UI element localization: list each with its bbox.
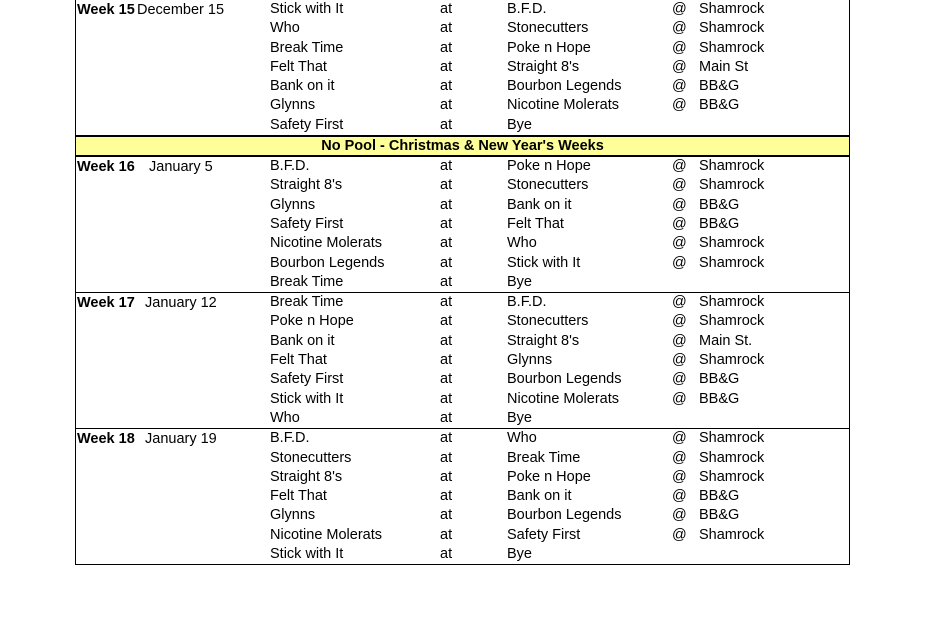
venue-at-symbol: @ <box>672 430 687 447</box>
away-team: Bourbon Legends <box>507 507 622 524</box>
home-team: Felt That <box>270 488 327 505</box>
at-label: at <box>440 507 453 524</box>
at-label: at <box>440 196 453 213</box>
venue-at-symbol: @ <box>672 215 687 232</box>
venue-name: BB&G <box>699 215 740 232</box>
at-label: at <box>440 313 453 330</box>
at-label: at <box>440 215 453 232</box>
home-team: Felt That <box>270 58 327 75</box>
game-row <box>76 506 849 525</box>
at-label: at <box>440 158 453 175</box>
week-date: January 12 <box>145 295 217 312</box>
game-row <box>76 176 849 195</box>
game-row <box>76 39 849 58</box>
home-team: Stick with It <box>270 546 344 563</box>
week-date: January 19 <box>145 431 217 448</box>
venue-name: Shamrock <box>699 177 765 194</box>
week-block <box>76 157 849 292</box>
venue-name: BB&G <box>699 97 740 114</box>
holiday-banner: No Pool - Christmas & New Year's Weeks <box>76 135 849 157</box>
venue-name: Shamrock <box>699 294 765 311</box>
venue-at-symbol: @ <box>672 352 687 369</box>
game-row <box>76 77 849 96</box>
away-team: Poke n Hope <box>507 158 591 175</box>
home-team: Straight 8's <box>270 468 343 485</box>
venue-name: Shamrock <box>699 254 765 271</box>
at-label: at <box>440 235 453 252</box>
game-row <box>76 332 849 351</box>
venue-at-symbol: @ <box>672 39 687 56</box>
venue-at-symbol: @ <box>672 235 687 252</box>
away-team: Safety First <box>507 526 581 543</box>
home-team: Bourbon Legends <box>270 254 385 271</box>
venue-name: BB&G <box>699 196 740 213</box>
week-block <box>76 292 849 428</box>
game-row <box>76 370 849 389</box>
home-team: Nicotine Molerats <box>270 235 383 252</box>
venue-name: Shamrock <box>699 526 765 543</box>
venue-name: Shamrock <box>699 235 765 252</box>
home-team: Straight 8's <box>270 177 343 194</box>
game-row <box>76 429 849 448</box>
away-team: Bye <box>507 409 532 426</box>
game-row <box>76 526 849 545</box>
away-team: Stonecutters <box>507 177 589 194</box>
home-team: Stick with It <box>270 1 344 17</box>
home-team: Nicotine Molerats <box>270 526 383 543</box>
away-team: Stonecutters <box>507 20 589 37</box>
venue-at-symbol: @ <box>672 313 687 330</box>
away-team: Stick with It <box>507 254 581 271</box>
game-row <box>76 273 849 292</box>
away-team: Nicotine Molerats <box>507 97 620 114</box>
away-team: Break Time <box>507 449 581 466</box>
at-label: at <box>440 449 453 466</box>
week-block <box>76 428 849 564</box>
away-team: Felt That <box>507 215 564 232</box>
venue-at-symbol: @ <box>672 526 687 543</box>
venue-at-symbol: @ <box>672 78 687 95</box>
away-team: Bye <box>507 546 532 563</box>
home-team: Bank on it <box>270 78 335 95</box>
at-label: at <box>440 177 453 194</box>
game-row <box>76 468 849 487</box>
venue-at-symbol: @ <box>672 20 687 37</box>
home-team: Safety First <box>270 215 344 232</box>
home-team: Glynns <box>270 97 316 114</box>
venue-name: Shamrock <box>699 158 765 175</box>
at-label: at <box>440 254 453 271</box>
home-team: Break Time <box>270 273 344 290</box>
venue-at-symbol: @ <box>672 449 687 466</box>
at-label: at <box>440 294 453 311</box>
venue-at-symbol: @ <box>672 332 687 349</box>
home-team: Felt That <box>270 352 327 369</box>
at-label: at <box>440 352 453 369</box>
home-team: Bank on it <box>270 332 335 349</box>
game-row <box>76 293 849 312</box>
week-label: Week 15 <box>77 2 135 18</box>
at-label: at <box>440 20 453 37</box>
schedule-table <box>75 0 850 565</box>
venue-name: Shamrock <box>699 352 765 369</box>
home-team: Who <box>270 409 300 426</box>
game-row <box>76 449 849 468</box>
away-team: Straight 8's <box>507 58 580 75</box>
game-row <box>76 116 849 135</box>
home-team: Break Time <box>270 294 344 311</box>
away-team: Bye <box>507 273 532 290</box>
away-team: Bank on it <box>507 196 572 213</box>
game-row <box>76 0 849 19</box>
away-team: Bye <box>507 116 532 133</box>
away-team: Nicotine Molerats <box>507 390 620 407</box>
home-team: Safety First <box>270 371 344 388</box>
game-row <box>76 157 849 176</box>
venue-at-symbol: @ <box>672 254 687 271</box>
venue-at-symbol: @ <box>672 488 687 505</box>
home-team: Stonecutters <box>270 449 352 466</box>
away-team: Bourbon Legends <box>507 78 622 95</box>
game-row <box>76 196 849 215</box>
at-label: at <box>440 430 453 447</box>
away-team: Bank on it <box>507 488 572 505</box>
week-block <box>76 0 849 135</box>
venue-name: Shamrock <box>699 449 765 466</box>
home-team: Stick with It <box>270 390 344 407</box>
venue-name: BB&G <box>699 78 740 95</box>
venue-at-symbol: @ <box>672 158 687 175</box>
at-label: at <box>440 332 453 349</box>
away-team: Who <box>507 235 537 252</box>
at-label: at <box>440 488 453 505</box>
game-row <box>76 254 849 273</box>
venue-at-symbol: @ <box>672 468 687 485</box>
home-team: B.F.D. <box>270 158 310 175</box>
venue-at-symbol: @ <box>672 196 687 213</box>
venue-at-symbol: @ <box>672 507 687 524</box>
at-label: at <box>440 390 453 407</box>
home-team: Break Time <box>270 39 344 56</box>
away-team: Straight 8's <box>507 332 580 349</box>
away-team: B.F.D. <box>507 1 547 17</box>
at-label: at <box>440 526 453 543</box>
at-label: at <box>440 116 453 133</box>
venue-name: Shamrock <box>699 1 765 17</box>
week-date: January 5 <box>149 159 213 176</box>
venue-at-symbol: @ <box>672 294 687 311</box>
venue-name: BB&G <box>699 371 740 388</box>
week-date: December 15 <box>137 2 225 18</box>
week-label: Week 16 <box>77 159 135 176</box>
away-team: B.F.D. <box>507 294 547 311</box>
game-row <box>76 215 849 234</box>
away-team: Who <box>507 430 537 447</box>
game-row <box>76 96 849 115</box>
home-team: Safety First <box>270 116 344 133</box>
game-row <box>76 351 849 370</box>
home-team: Glynns <box>270 507 316 524</box>
at-label: at <box>440 371 453 388</box>
venue-name: BB&G <box>699 390 740 407</box>
at-label: at <box>440 58 453 75</box>
away-team: Poke n Hope <box>507 39 591 56</box>
game-row <box>76 234 849 253</box>
at-label: at <box>440 409 453 426</box>
home-team: Glynns <box>270 196 316 213</box>
venue-at-symbol: @ <box>672 371 687 388</box>
week-label: Week 18 <box>77 431 135 448</box>
venue-at-symbol: @ <box>672 97 687 114</box>
away-team: Stonecutters <box>507 313 589 330</box>
away-team: Poke n Hope <box>507 468 591 485</box>
venue-name: Shamrock <box>699 430 765 447</box>
game-row <box>76 58 849 77</box>
away-team: Bourbon Legends <box>507 371 622 388</box>
at-label: at <box>440 468 453 485</box>
home-team: Poke n Hope <box>270 313 354 330</box>
venue-at-symbol: @ <box>672 1 687 17</box>
venue-name: BB&G <box>699 507 740 524</box>
venue-name: Main St. <box>699 332 753 349</box>
at-label: at <box>440 1 453 17</box>
venue-name: Shamrock <box>699 468 765 485</box>
at-label: at <box>440 78 453 95</box>
game-row <box>76 390 849 409</box>
home-team: B.F.D. <box>270 430 310 447</box>
week-label: Week 17 <box>77 295 135 312</box>
game-row <box>76 487 849 506</box>
at-label: at <box>440 546 453 563</box>
game-row <box>76 545 849 564</box>
game-row <box>76 19 849 38</box>
away-team: Glynns <box>507 352 553 369</box>
at-label: at <box>440 273 453 290</box>
venue-name: Shamrock <box>699 39 765 56</box>
game-row <box>76 312 849 331</box>
venue-at-symbol: @ <box>672 58 687 75</box>
venue-name: Shamrock <box>699 313 765 330</box>
venue-name: BB&G <box>699 488 740 505</box>
at-label: at <box>440 97 453 114</box>
at-label: at <box>440 39 453 56</box>
venue-at-symbol: @ <box>672 390 687 407</box>
venue-name: Main St <box>699 58 749 75</box>
venue-at-symbol: @ <box>672 177 687 194</box>
game-row <box>76 409 849 428</box>
home-team: Who <box>270 20 300 37</box>
venue-name: Shamrock <box>699 20 765 37</box>
